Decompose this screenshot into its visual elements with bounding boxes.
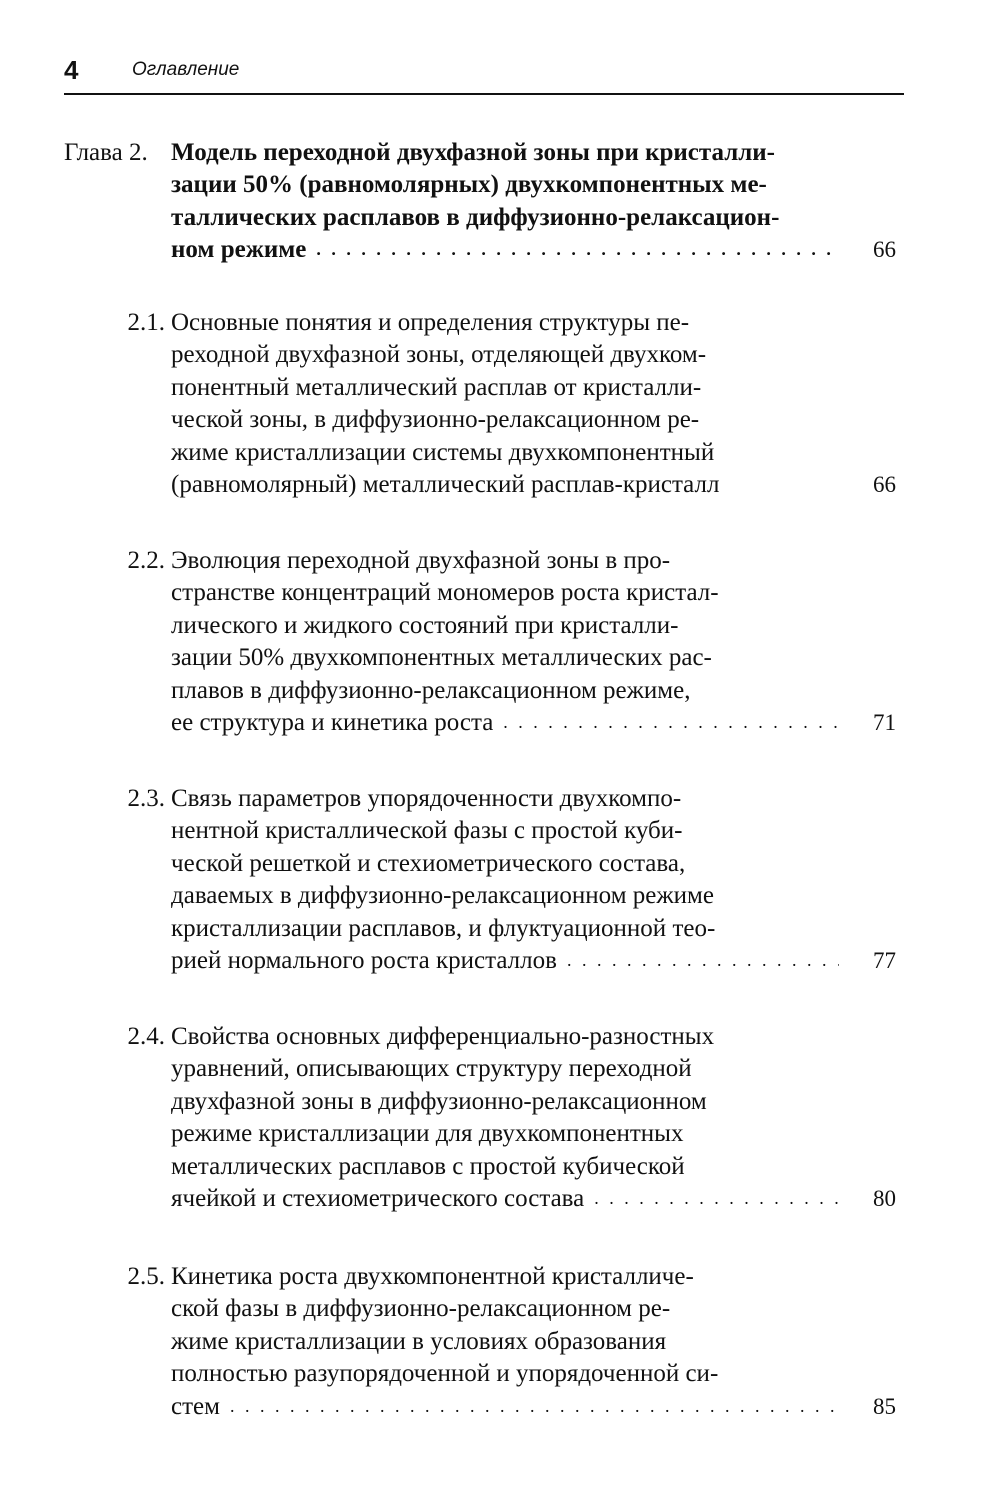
section-title-last-text: (равномолярный) металлический расплав-кристалл [171, 471, 720, 498]
section-title-last-text: ее структура и кинетика роста [171, 709, 494, 736]
section-title-last-text: рией нормального роста кристаллов [171, 947, 557, 974]
page-ref: 85 [873, 1393, 896, 1419]
section-number: 2.5. [127, 1263, 165, 1290]
section-title: Связь параметров упорядоченности двухкомпо- нентной кристаллической фазы с простой куби- ческой решеткой и стехиометрического состава, даваемых в диффузионно-релаксационном режиме кристаллизации расплавов, и флуктуационной тео- [171, 785, 716, 942]
section-number: 2.4. [127, 1023, 165, 1050]
dot-leader [594, 1182, 839, 1214]
section-title: Свойства основных дифференциально-разностных уравнений, описывающих структуру переходной двухфазной зоны в диффузионно-релаксационном режиме кристаллизации для двухкомпонентных металлических расплавов с простой кубической [171, 1023, 715, 1180]
section-title-last-line [171, 1183, 839, 1215]
page-ref: 66 [873, 237, 896, 263]
dot-leader [567, 944, 839, 976]
section-title-last-text: ячейкой и стехиометрического состава [171, 1185, 585, 1212]
header-rule [64, 93, 904, 95]
section-number: 2.2. [127, 547, 165, 574]
section-number: 2.3. [127, 785, 165, 812]
section-title: Основные понятия и определения структуры пе- реходной двухфазной зоны, отделяющей двухком- понентный металлический расплав от кристалли- ческой зоны, в диффузионно-релаксационном ре- жиме кристаллизации системы двухкомпонентный [171, 309, 715, 466]
section-title-last-line [171, 707, 839, 739]
section-title-last-line [171, 469, 839, 501]
dot-leader [230, 1390, 839, 1422]
section-title: Кинетика роста двухкомпонентной кристалличе- ской фазы в диффузионно-релаксационном ре- жиме кристаллизации в условиях образования полностью разупорядоченной и упорядоченной си- [171, 1263, 719, 1388]
page-number: 4 [64, 55, 79, 85]
chapter-title: Модель переходной двухфазной зоны при кристалли- зации 50% (равномолярных) двухкомпонентных ме- таллических расплавов в диффузионно-релаксацион- [171, 139, 780, 231]
chapter-title-last-line [171, 234, 839, 266]
section-number: 2.1. [127, 309, 165, 336]
dot-leader [503, 706, 839, 738]
dot-leader [316, 233, 839, 265]
section-title-last-line [171, 1391, 839, 1423]
section-title: Эволюция переходной двухфазной зоны в про- странстве концентраций мономеров роста кристал- лического и жидкого состояний при кристалли- зации 50% двухкомпонентных металлических рас- плавов в диффузионно-релаксационном режиме, [171, 547, 719, 704]
chapter-label: Глава 2. [64, 139, 148, 166]
page-ref: 77 [873, 948, 896, 973]
page-ref: 66 [873, 472, 896, 497]
chapter-title-last-text: ном режиме [171, 236, 307, 264]
section-title-last-text: стем [171, 1392, 220, 1420]
section-title-last-line [171, 945, 839, 977]
running-title: Оглавление [132, 59, 240, 80]
page-header [64, 55, 904, 97]
page-ref: 80 [873, 1186, 896, 1211]
page-ref: 71 [873, 710, 896, 735]
